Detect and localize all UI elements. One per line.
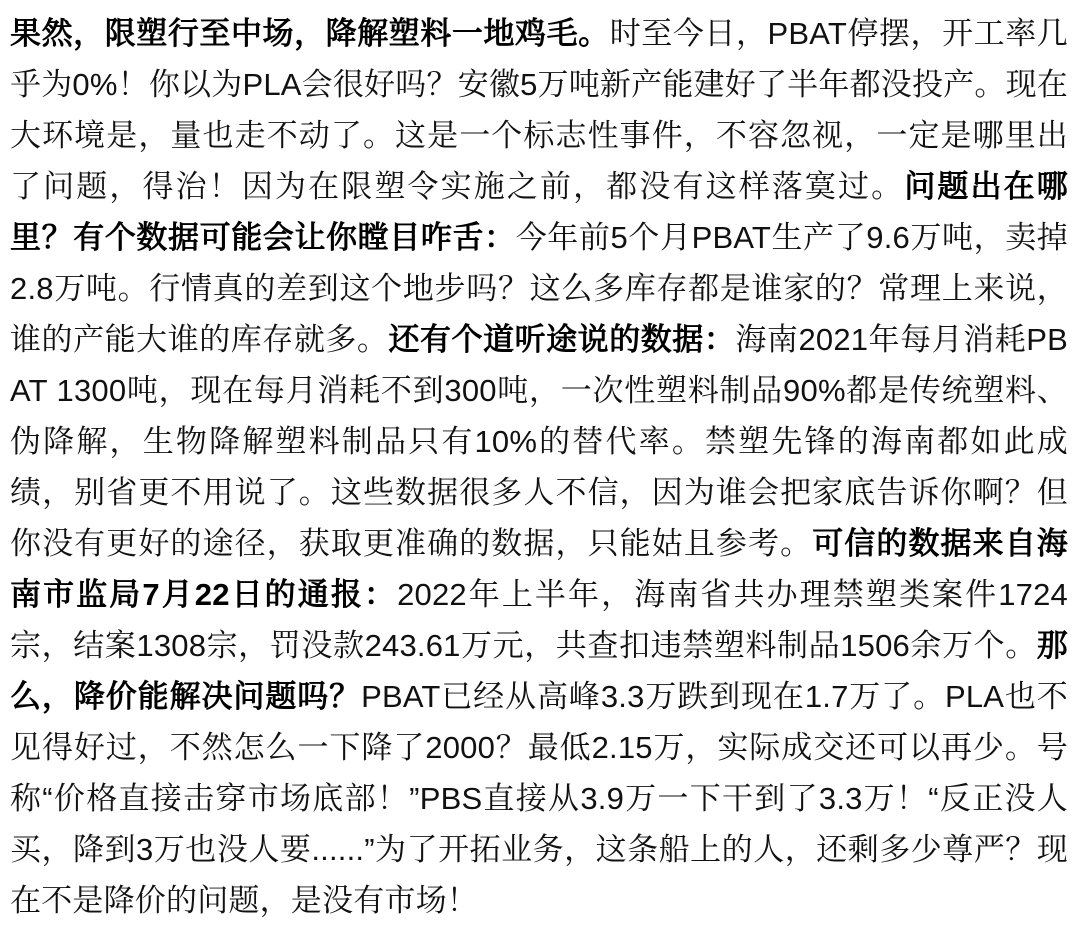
article-run-bold: 那么，降价能解决问题吗？ (10, 628, 1068, 714)
article-run-normal: 海南2021年每月消耗PBAT 1300吨，现在每月消耗不到300吨，一次性塑料制品90%都是传统塑料、伪降解，生物降解塑料制品只有10%的替代率。禁塑先锋的海南都如此成绩，别省更不用说了。这些数据很多人不信，因为谁会把家底告诉你啊？但你没有更好的途径，获取更准确的数据，只能姑且参考。 (10, 322, 1068, 561)
article-run-bold: 还有个道听途说的数据： (388, 322, 736, 357)
article-paragraph (10, 8, 1068, 926)
article-run-bold: 果然，限塑行至中场，降解塑料一地鸡毛。 (10, 16, 610, 51)
article-run-normal: 2022年上半年，海南省共办理禁塑类案件1724宗，结案1308宗，罚没款243.61万元，共查扣违禁塑料制品1506余万个。 (10, 577, 1068, 663)
article-run-bold: 可信的数据来自海南市监局7月22日的通报： (10, 526, 1068, 612)
article-run-normal: 时至今日，PBAT停摆，开工率几乎为0%！你以为PLA会很好吗？安徽5万吨新产能建好了半年都没投产。现在大环境是，量也走不动了。这是一个标志性事件，不容忽视，一定是哪里出了问题，得治！因为在限塑令实施之前，都没有这样落寞过。 (10, 16, 1068, 204)
article-run-normal: PBAT已经从高峰3.3万跌到现在1.7万了。PLA也不见得好过，不然怎么一下降了2000？最低2.15万，实际成交还可以再少。号称“价格直接击穿市场底部！”PBS直接从3.9万一下干到了3.3万！“反正没人买，降到3万也没人要......”为了开拓业务，这条船上的人，还剩多少尊严？现在不是降价的问题，是没有市场！ (10, 679, 1069, 918)
article-run-normal: 今年前5个月PBAT生产了9.6万吨，卖掉2.8万吨。行情真的差到这个地步吗？这么多库存都是谁家的？常理上来说，谁的产能大谁的库存就多。 (10, 220, 1068, 357)
article-run-bold: 问题出在哪里？有个数据可能会让你瞠目咋舌： (10, 169, 1069, 255)
